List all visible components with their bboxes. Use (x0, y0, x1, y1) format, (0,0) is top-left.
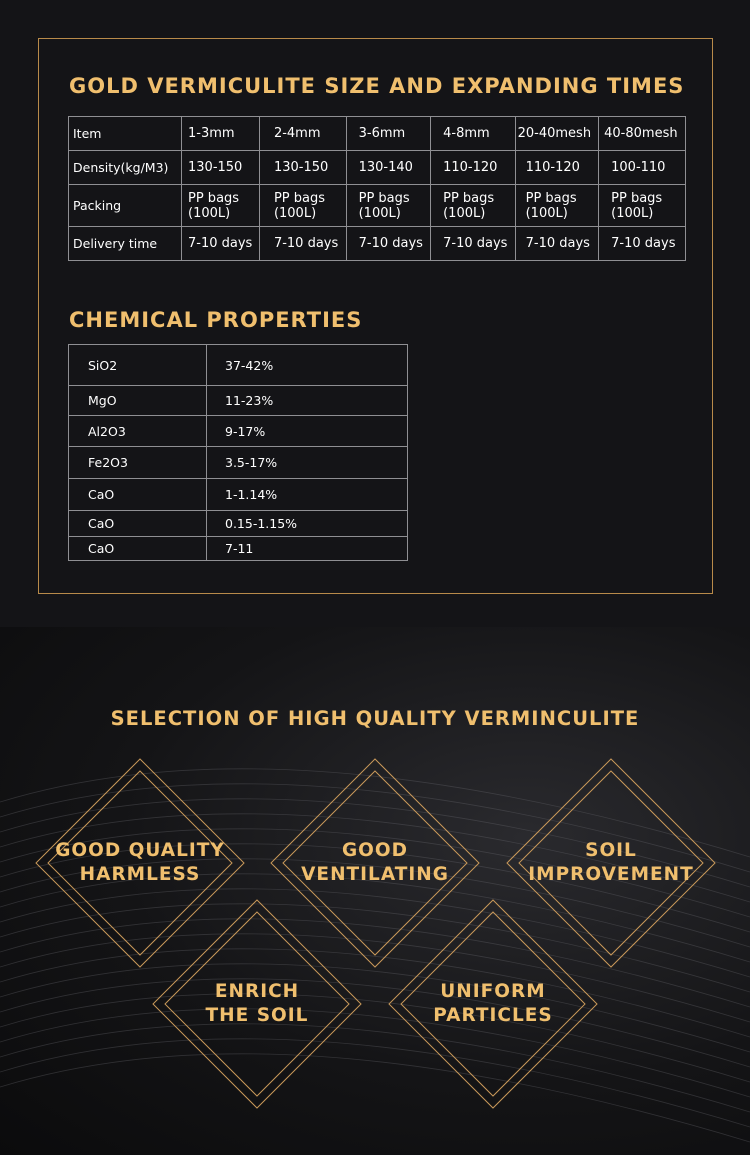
table-cell: 40-80mesh (599, 117, 686, 151)
row-label: Density(kg/M3) (69, 151, 182, 185)
table-cell: PP bags (100L) (515, 185, 599, 227)
size-table-title: GOLD VERMICULITE SIZE AND EXPANDING TIMES (69, 74, 685, 98)
table-cell: 4-8mm (431, 117, 516, 151)
feature-diamond (151, 898, 363, 1110)
feature-line2: PARTICLES (433, 1005, 553, 1026)
table-row (69, 447, 408, 479)
table-cell: 110-120 (515, 151, 599, 185)
compound-value: 1-1.14% (207, 479, 408, 511)
table-row (69, 479, 408, 511)
table-row (69, 345, 408, 386)
compound-name: CaO (69, 479, 207, 511)
feature-line2: THE SOIL (205, 1005, 309, 1026)
table-row (69, 185, 686, 227)
size-table (68, 116, 686, 261)
compound-name: Fe2O3 (69, 447, 207, 479)
table-cell: PP bags (100L) (346, 185, 431, 227)
features-title: SELECTION OF HIGH QUALITY VERMINCULITE (110, 707, 640, 730)
table-cell: 7-10 days (182, 227, 260, 261)
feature-line1: GOOD QUALITY (55, 840, 225, 861)
row-label: Delivery time (69, 227, 182, 261)
compound-value: 7-11 (207, 537, 408, 561)
table-cell: PP bags (100L) (431, 185, 516, 227)
feature-line2: VENTILATING (301, 864, 449, 885)
table-cell: PP bags (100L) (182, 185, 260, 227)
compound-value: 0.15-1.15% (207, 511, 408, 537)
table-cell: 20-40mesh (515, 117, 599, 151)
feature-line1: SOIL (585, 840, 637, 861)
compound-value: 3.5-17% (207, 447, 408, 479)
table-cell: 3-6mm (346, 117, 431, 151)
compound-value: 11-23% (207, 386, 408, 416)
feature-diamond (387, 898, 599, 1110)
table-row (69, 117, 686, 151)
row-label: Item (69, 117, 182, 151)
table-cell: 130-150 (182, 151, 260, 185)
feature-line2: HARMLESS (79, 864, 201, 885)
feature-line2: IMPROVEMENT (528, 864, 694, 885)
table-row (69, 151, 686, 185)
feature-line1: GOOD (342, 840, 408, 861)
table-cell: 2-4mm (259, 117, 346, 151)
chemical-table (68, 344, 408, 561)
table-cell: 130-150 (259, 151, 346, 185)
table-cell: 130-140 (346, 151, 431, 185)
chemical-title: CHEMICAL PROPERTIES (69, 308, 363, 332)
compound-name: CaO (69, 511, 207, 537)
table-cell: PP bags (100L) (599, 185, 686, 227)
table-cell: 7-10 days (346, 227, 431, 261)
compound-value: 37-42% (207, 345, 408, 386)
feature-line1: ENRICH (214, 981, 300, 1002)
compound-name: SiO2 (69, 345, 207, 386)
table-cell: 7-10 days (259, 227, 346, 261)
table-cell: 110-120 (431, 151, 516, 185)
compound-name: MgO (69, 386, 207, 416)
table-row (69, 416, 408, 447)
table-cell: 7-10 days (431, 227, 516, 261)
table-cell: PP bags (100L) (259, 185, 346, 227)
feature-line1: UNIFORM (440, 981, 546, 1002)
table-cell: 100-110 (599, 151, 686, 185)
table-row (69, 227, 686, 261)
table-row (69, 537, 408, 561)
table-cell: 7-10 days (599, 227, 686, 261)
compound-value: 9-17% (207, 416, 408, 447)
features-section (0, 627, 750, 1155)
table-row (69, 386, 408, 416)
table-cell: 1-3mm (182, 117, 260, 151)
compound-name: Al2O3 (69, 416, 207, 447)
row-label: Packing (69, 185, 182, 227)
table-cell: 7-10 days (515, 227, 599, 261)
table-row (69, 511, 408, 537)
compound-name: CaO (69, 537, 207, 561)
